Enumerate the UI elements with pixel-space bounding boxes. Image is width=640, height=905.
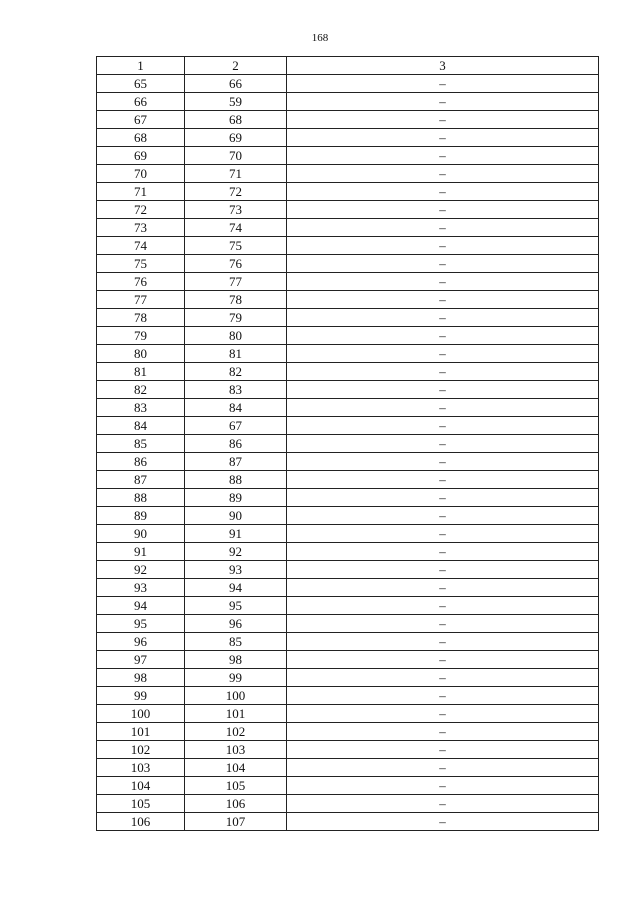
table-cell-col-2: 86 <box>185 435 287 453</box>
table-cell-col-1: 96 <box>97 633 185 651</box>
table-row <box>97 327 599 345</box>
table-cell-col-2: 82 <box>185 363 287 381</box>
table-cell-col-1: 74 <box>97 237 185 255</box>
table-cell-col-2: 88 <box>185 471 287 489</box>
table-cell-col-3: – <box>287 255 599 273</box>
table-cell-col-1: 106 <box>97 813 185 831</box>
table-row <box>97 435 599 453</box>
table-cell-col-2: 72 <box>185 183 287 201</box>
table-cell-col-1: 78 <box>97 309 185 327</box>
table-cell-col-2: 100 <box>185 687 287 705</box>
table-row <box>97 219 599 237</box>
table-cell-col-2: 90 <box>185 507 287 525</box>
table-cell-col-2: 102 <box>185 723 287 741</box>
table-row <box>97 687 599 705</box>
table-cell-col-1: 88 <box>97 489 185 507</box>
table-row <box>97 183 599 201</box>
table-cell-col-3: – <box>287 453 599 471</box>
table-cell-col-3: – <box>287 561 599 579</box>
table-cell-col-3: – <box>287 813 599 831</box>
table-row <box>97 147 599 165</box>
table-cell-col-2: 80 <box>185 327 287 345</box>
table-cell-col-3: – <box>287 759 599 777</box>
table-cell-col-1: 67 <box>97 111 185 129</box>
table-cell-col-1: 104 <box>97 777 185 795</box>
table-cell-col-2: 74 <box>185 219 287 237</box>
table-row <box>97 399 599 417</box>
table-cell-col-1: 95 <box>97 615 185 633</box>
table-cell-col-3: – <box>287 579 599 597</box>
table-cell-col-1: 68 <box>97 129 185 147</box>
table-cell-col-1: 99 <box>97 687 185 705</box>
table-cell-col-1: 65 <box>97 75 185 93</box>
table-row <box>97 615 599 633</box>
table-cell-col-3: – <box>287 633 599 651</box>
table-cell-col-2: 93 <box>185 561 287 579</box>
table-row <box>97 201 599 219</box>
table-row <box>97 759 599 777</box>
page-number: 168 <box>311 32 329 44</box>
table-cell-col-1: 102 <box>97 741 185 759</box>
table-cell-col-1: 84 <box>97 417 185 435</box>
table-cell-col-3: – <box>287 543 599 561</box>
table-cell-col-2: 89 <box>185 489 287 507</box>
table-cell-col-2: 94 <box>185 579 287 597</box>
table-cell-col-1: 73 <box>97 219 185 237</box>
table-row <box>97 651 599 669</box>
table-cell-col-3: – <box>287 615 599 633</box>
table-cell-col-1: 98 <box>97 669 185 687</box>
table-cell-col-3: – <box>287 183 599 201</box>
table-cell-col-2: 73 <box>185 201 287 219</box>
table-cell-col-3: – <box>287 111 599 129</box>
table-cell-col-1: 93 <box>97 579 185 597</box>
table-cell-col-1: 86 <box>97 453 185 471</box>
table-cell-col-3: – <box>287 471 599 489</box>
table-cell-col-3: – <box>287 201 599 219</box>
table-row <box>97 93 599 111</box>
table-row <box>97 561 599 579</box>
table-row <box>97 741 599 759</box>
table-cell-col-1: 72 <box>97 201 185 219</box>
table-cell-col-1: 100 <box>97 705 185 723</box>
table-cell-col-1: 81 <box>97 363 185 381</box>
table-cell-col-3: – <box>287 399 599 417</box>
table-cell-col-2: 106 <box>185 795 287 813</box>
table-cell-col-1: 94 <box>97 597 185 615</box>
table-cell-col-3: – <box>287 723 599 741</box>
table-cell-col-2: 103 <box>185 741 287 759</box>
table-row <box>97 723 599 741</box>
table-cell-col-1: 66 <box>97 93 185 111</box>
table-cell-col-3: – <box>287 435 599 453</box>
table-cell-col-3: – <box>287 165 599 183</box>
table-row <box>97 273 599 291</box>
table-cell-col-2: 99 <box>185 669 287 687</box>
table-row <box>97 795 599 813</box>
table-cell-col-3: – <box>287 273 599 291</box>
table-row <box>97 633 599 651</box>
table-row <box>97 705 599 723</box>
table-cell-col-2: 79 <box>185 309 287 327</box>
table-row <box>97 129 599 147</box>
table-cell-col-3: – <box>287 705 599 723</box>
table-body <box>97 75 599 831</box>
table-cell-col-1: 90 <box>97 525 185 543</box>
table-row <box>97 669 599 687</box>
table-row <box>97 165 599 183</box>
table-row <box>97 111 599 129</box>
column-header-3: 3 <box>287 57 599 75</box>
table-cell-col-2: 70 <box>185 147 287 165</box>
table-cell-col-2: 59 <box>185 93 287 111</box>
table-row <box>97 381 599 399</box>
table-cell-col-3: – <box>287 651 599 669</box>
table-cell-col-3: – <box>287 597 599 615</box>
table-cell-col-2: 96 <box>185 615 287 633</box>
table-cell-col-3: – <box>287 741 599 759</box>
table-cell-col-2: 87 <box>185 453 287 471</box>
table-cell-col-1: 75 <box>97 255 185 273</box>
table-row <box>97 291 599 309</box>
table-cell-col-3: – <box>287 363 599 381</box>
table-cell-col-3: – <box>287 795 599 813</box>
table-cell-col-3: – <box>287 777 599 795</box>
table-cell-col-3: – <box>287 129 599 147</box>
table-cell-col-3: – <box>287 309 599 327</box>
table-cell-col-3: – <box>287 75 599 93</box>
table-cell-col-3: – <box>287 345 599 363</box>
table-cell-col-2: 85 <box>185 633 287 651</box>
table-cell-col-1: 87 <box>97 471 185 489</box>
table-cell-col-3: – <box>287 525 599 543</box>
table-row <box>97 453 599 471</box>
table-cell-col-1: 103 <box>97 759 185 777</box>
table-cell-col-1: 97 <box>97 651 185 669</box>
table-row <box>97 777 599 795</box>
table-cell-col-2: 69 <box>185 129 287 147</box>
table-cell-col-2: 98 <box>185 651 287 669</box>
table-cell-col-2: 104 <box>185 759 287 777</box>
table-cell-col-1: 76 <box>97 273 185 291</box>
table-cell-col-2: 66 <box>185 75 287 93</box>
table-row <box>97 309 599 327</box>
table-cell-col-1: 70 <box>97 165 185 183</box>
table-cell-col-1: 101 <box>97 723 185 741</box>
table-cell-col-2: 77 <box>185 273 287 291</box>
table-cell-col-1: 71 <box>97 183 185 201</box>
table-cell-col-2: 68 <box>185 111 287 129</box>
table-row <box>97 507 599 525</box>
table-cell-col-3: – <box>287 147 599 165</box>
table-row <box>97 579 599 597</box>
table-cell-col-1: 83 <box>97 399 185 417</box>
table-row <box>97 543 599 561</box>
table-cell-col-1: 82 <box>97 381 185 399</box>
table-cell-col-3: – <box>287 327 599 345</box>
table-cell-col-3: – <box>287 669 599 687</box>
table-cell-col-3: – <box>287 687 599 705</box>
table-cell-col-3: – <box>287 507 599 525</box>
table-cell-col-3: – <box>287 291 599 309</box>
table-cell-col-2: 67 <box>185 417 287 435</box>
table-cell-col-1: 79 <box>97 327 185 345</box>
table-cell-col-2: 75 <box>185 237 287 255</box>
table-row <box>97 813 599 831</box>
table-cell-col-1: 92 <box>97 561 185 579</box>
table-row <box>97 363 599 381</box>
column-header-1: 1 <box>97 57 185 75</box>
table-cell-col-2: 84 <box>185 399 287 417</box>
table-header-row <box>97 57 599 75</box>
table-cell-col-1: 80 <box>97 345 185 363</box>
table-row <box>97 525 599 543</box>
table-row <box>97 417 599 435</box>
table-cell-col-2: 83 <box>185 381 287 399</box>
table-cell-col-1: 91 <box>97 543 185 561</box>
table-row <box>97 75 599 93</box>
table-cell-col-3: – <box>287 93 599 111</box>
table-row <box>97 471 599 489</box>
table-cell-col-2: 92 <box>185 543 287 561</box>
table-cell-col-3: – <box>287 417 599 435</box>
table-cell-col-2: 78 <box>185 291 287 309</box>
table-cell-col-2: 107 <box>185 813 287 831</box>
table-cell-col-1: 89 <box>97 507 185 525</box>
table-cell-col-2: 105 <box>185 777 287 795</box>
table-cell-col-2: 71 <box>185 165 287 183</box>
table-row <box>97 345 599 363</box>
table-cell-col-2: 101 <box>185 705 287 723</box>
table-cell-col-3: – <box>287 489 599 507</box>
table-cell-col-1: 105 <box>97 795 185 813</box>
table-cell-col-2: 76 <box>185 255 287 273</box>
table-row <box>97 597 599 615</box>
data-table <box>96 56 599 831</box>
table-cell-col-3: – <box>287 237 599 255</box>
table-cell-col-2: 95 <box>185 597 287 615</box>
table-cell-col-1: 69 <box>97 147 185 165</box>
table-cell-col-1: 85 <box>97 435 185 453</box>
table-cell-col-1: 77 <box>97 291 185 309</box>
table-row <box>97 255 599 273</box>
table-cell-col-2: 81 <box>185 345 287 363</box>
table-row <box>97 237 599 255</box>
column-header-2: 2 <box>185 57 287 75</box>
table-cell-col-2: 91 <box>185 525 287 543</box>
table-cell-col-3: – <box>287 381 599 399</box>
table-cell-col-3: – <box>287 219 599 237</box>
table-row <box>97 489 599 507</box>
